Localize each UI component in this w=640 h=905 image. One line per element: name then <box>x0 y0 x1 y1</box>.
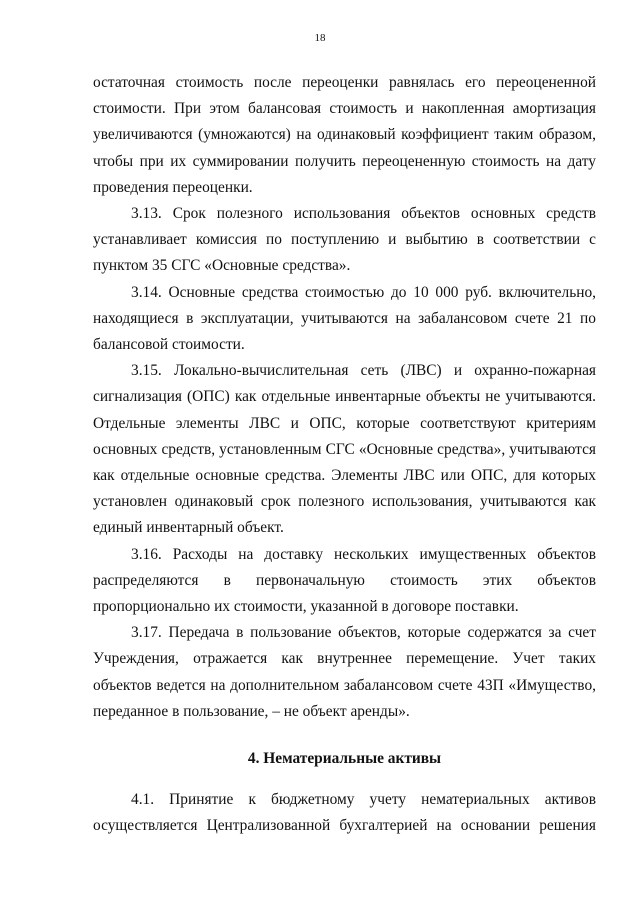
paragraph-3-14: 3.14. Основные средства стоимостью до 10 000 руб. включительно, находящиеся в эксплуатации, учитываются на забалансовом счете 21 по балансовой стоимости. <box>93 283 596 354</box>
document-body <box>93 70 596 840</box>
paragraph-3-17: 3.17. Передача в пользование объектов, которые содержатся за счет Учреждения, отражается как внутреннее перемещение. Учет таких объектов ведется на дополнительном забалансовом счете 43П «Имущество, переданное в пользование, – не объект аренды». <box>93 624 596 720</box>
paragraph-4-1-line-2: осуществляется Централизованной бухгалтерией на основании решения <box>93 817 596 835</box>
paragraph-3-15: 3.15. Локально-вычислительная сеть (ЛВС) и охранно-пожарная сигнализация (ОПС) как отдельные инвентарные объекты не учитываются. Отдельные элементы ЛВС и ОПС, которые соответствуют критериям основных средств, установленным СГС «Основные средства», учитываются как отдельные основные средства. Элементы ЛВС или ОПС, для которых установлен одинаковый срок полезного использования, учитываются как единый инвентарный объект. <box>93 362 596 537</box>
paragraph-4-1-cont <box>93 813 596 839</box>
paragraph-4-1 <box>93 787 596 813</box>
page-number: 18 <box>314 32 326 44</box>
paragraph-3-13: 3.13. Срок полезного использования объектов основных средств устанавливает комиссия по поступлению и выбытию в соответствии с пунктом 35 СГС «Основные средства». <box>93 205 596 275</box>
section-heading: 4. Нематериальные активы <box>247 750 442 768</box>
paragraph-4-1-line-1: 4.1. Принятие к бюджетному учету нематериальных активов <box>131 791 596 809</box>
paragraph-3-16: 3.16. Расходы на доставку нескольких имущественных объектов распределяются в первоначальную стоимость этих объектов пропорционально их стоимости, указанной в договоре поставки. <box>93 545 596 616</box>
paragraph-continuation: остаточная стоимость после переоценки равнялась его переоцененной стоимости. При этом балансовая стоимость и накопленная амортизация увеличиваются (умножаются) на одинаковый коэффициент таким образом, чтобы при их суммировании получить переоцененную стоимость на дату проведения переоценки. <box>93 74 596 196</box>
